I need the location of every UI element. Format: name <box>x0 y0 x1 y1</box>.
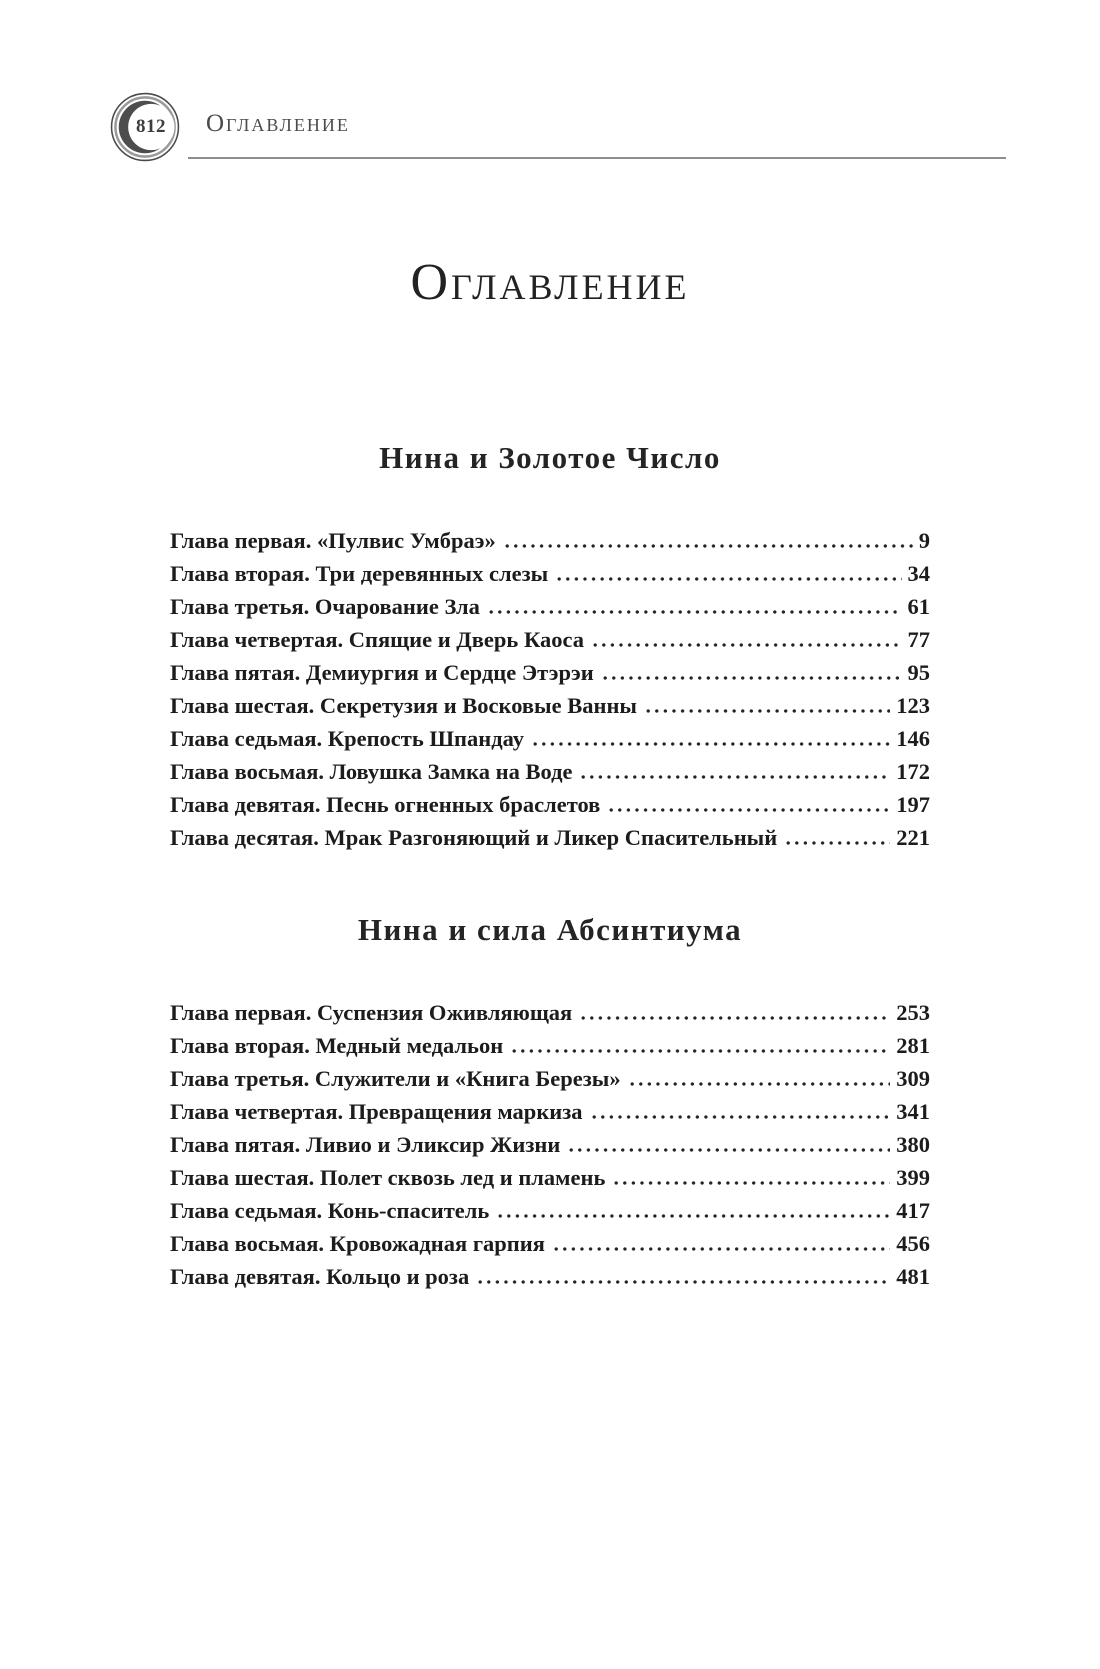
dot-leader <box>554 1247 890 1251</box>
toc-entry <box>170 590 930 623</box>
dot-leader <box>569 1148 890 1152</box>
toc-entry-page: 34 <box>907 561 930 586</box>
toc-entry-page: 9 <box>918 528 930 553</box>
dot-leader <box>786 841 890 845</box>
toc-entry-label: Глава первая. Суспензия Оживляющая <box>170 1000 573 1025</box>
toc-entry-label: Глава седьмая. Крепость Шпандау <box>170 726 524 751</box>
toc-entry-page: 172 <box>896 759 930 784</box>
toc-section <box>170 438 930 854</box>
toc-entry-page: 253 <box>896 1000 930 1025</box>
toc-section <box>170 910 930 1293</box>
toc-entry <box>170 821 930 854</box>
header-rule <box>188 157 1006 159</box>
toc-entry <box>170 689 930 722</box>
toc-entry-page: 399 <box>896 1165 930 1190</box>
toc-entry-label: Глава пятая. Демиургия и Сердце Этэрэи <box>170 660 594 685</box>
dot-leader <box>603 676 902 680</box>
toc-entry <box>170 557 930 590</box>
toc-entry-label: Глава вторая. Медный медальон <box>170 1033 504 1058</box>
toc-entry <box>170 623 930 656</box>
toc-entry-page: 481 <box>896 1264 930 1289</box>
dot-leader <box>614 1181 890 1185</box>
toc-entry-label: Глава восьмая. Кровожадная гарпия <box>170 1231 545 1256</box>
toc-entry-label: Глава четвертая. Спящие и Дверь Каоса <box>170 627 584 652</box>
toc-entry <box>170 755 930 788</box>
dot-leader <box>533 742 890 746</box>
toc-entry <box>170 1095 930 1128</box>
dot-leader <box>630 1082 891 1086</box>
toc-entry-page: 61 <box>907 594 930 619</box>
toc-entry-page: 146 <box>896 726 930 751</box>
dot-leader <box>505 544 913 548</box>
toc-entry <box>170 1227 930 1260</box>
toc-entry <box>170 996 930 1029</box>
dot-leader <box>557 577 901 581</box>
toc-entry <box>170 788 930 821</box>
toc-entry <box>170 1128 930 1161</box>
dot-leader <box>592 1115 891 1119</box>
dot-leader <box>646 709 890 713</box>
toc-entry-page: 197 <box>896 792 930 817</box>
toc-entry <box>170 1161 930 1194</box>
toc-entry-label: Глава восьмая. Ловушка Замка на Воде <box>170 759 573 784</box>
section-heading: Нина и сила Абсинтиума <box>357 912 743 947</box>
toc-entry-label: Глава третья. Служители и «Книга Березы» <box>170 1066 621 1091</box>
dot-leader <box>512 1049 890 1053</box>
toc-list <box>170 996 930 1293</box>
toc-entry-label: Глава шестая. Полет сквозь лед и пламень <box>170 1165 606 1190</box>
toc-entry <box>170 722 930 755</box>
toc-entry-label: Глава первая. «Пулвис Умбраэ» <box>170 528 496 553</box>
running-title: Оглавление <box>206 110 350 137</box>
toc-entry-page: 380 <box>896 1132 930 1157</box>
toc-entry-page: 456 <box>896 1231 930 1256</box>
moon-logo <box>110 92 180 162</box>
toc-entry-label: Глава седьмая. Конь-спаситель <box>170 1198 490 1223</box>
dot-leader <box>581 1016 890 1020</box>
page-number: 812 <box>136 116 166 137</box>
toc-entry-label: Глава пятая. Ливио и Эликсир Жизни <box>170 1132 561 1157</box>
toc-entry-page: 281 <box>896 1033 930 1058</box>
toc-entry <box>170 1194 930 1227</box>
toc-entry-label: Глава вторая. Три деревянных слезы <box>170 561 549 586</box>
toc-entry <box>170 1062 930 1095</box>
toc-list <box>170 524 930 854</box>
dot-leader <box>489 610 902 614</box>
toc-entry <box>170 1260 930 1293</box>
dot-leader <box>609 808 890 812</box>
toc-entry-label: Глава четвертая. Превращения маркиза <box>170 1099 583 1124</box>
toc-entry <box>170 1029 930 1062</box>
dot-leader <box>593 643 902 647</box>
toc-entry <box>170 524 930 557</box>
toc-entry-page: 417 <box>896 1198 930 1223</box>
toc-sections <box>170 438 930 1293</box>
toc-entry-page: 95 <box>907 660 930 685</box>
dot-leader <box>581 775 890 779</box>
toc-entry-label: Глава девятая. Песнь огненных браслетов <box>170 792 601 817</box>
page-title: Оглавление <box>410 254 690 311</box>
dot-leader <box>478 1280 890 1284</box>
toc-entry-label: Глава девятая. Кольцо и роза <box>170 1264 470 1289</box>
section-heading: Нина и Золотое Число <box>379 440 721 475</box>
toc-entry-page: 221 <box>896 825 930 850</box>
toc-entry-page: 77 <box>907 627 930 652</box>
toc-entry-label: Глава шестая. Секретузия и Восковые Ванны <box>170 693 637 718</box>
toc-entry <box>170 656 930 689</box>
dot-leader <box>498 1214 890 1218</box>
toc-entry-label: Глава третья. Очарование Зла <box>170 594 480 619</box>
toc-entry-page: 309 <box>896 1066 930 1091</box>
toc-entry-page: 341 <box>896 1099 930 1124</box>
toc-entry-label: Глава десятая. Мрак Разгоняющий и Ликер Спасительный <box>170 825 778 850</box>
toc-entry-page: 123 <box>896 693 930 718</box>
